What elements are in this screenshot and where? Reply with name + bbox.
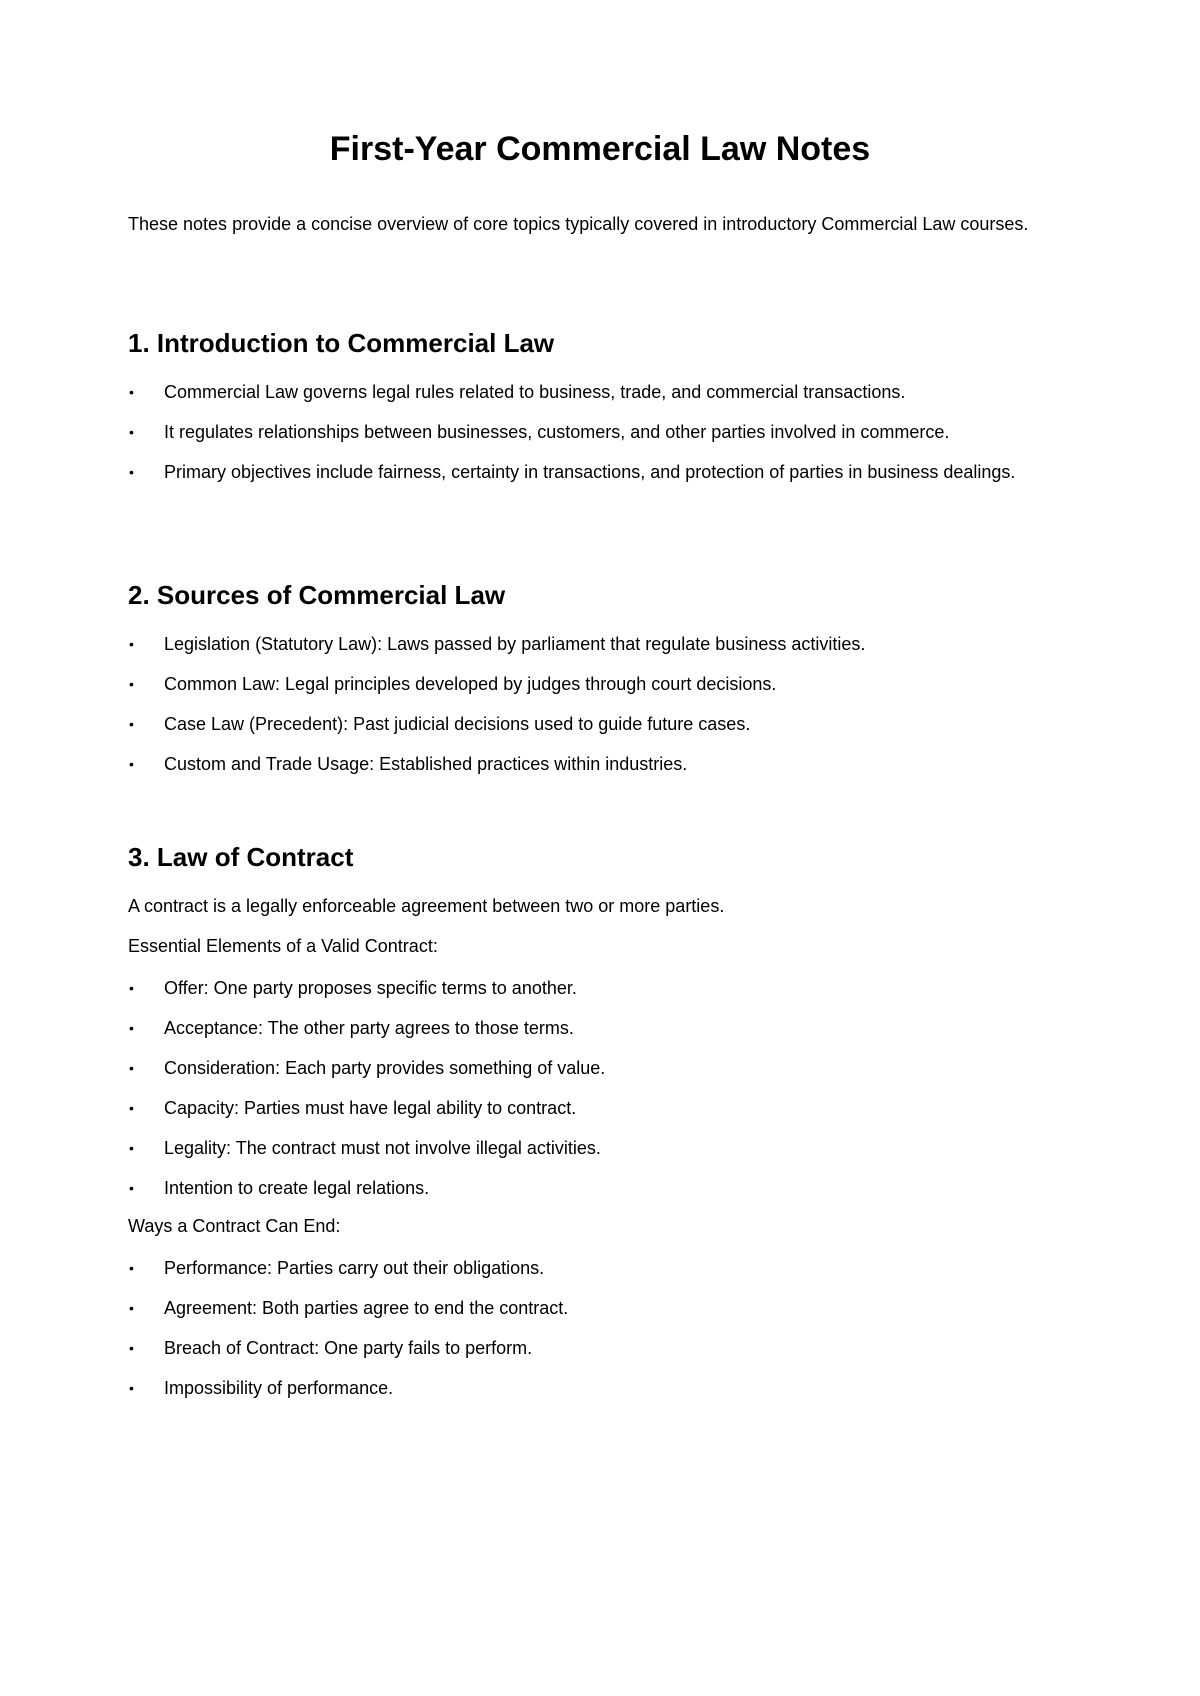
list-item bbox=[128, 750, 1072, 779]
list-item bbox=[128, 1374, 1072, 1403]
bullet-icon: • bbox=[129, 424, 134, 440]
list-item bbox=[128, 1174, 1072, 1203]
list-item-text: Acceptance: The other party agrees to those terms. bbox=[164, 1018, 574, 1038]
list-item-text: It regulates relationships between businesses, customers, and other parties involved in commerce. bbox=[164, 422, 950, 442]
list-item bbox=[128, 1094, 1072, 1123]
bullet-icon: • bbox=[129, 716, 134, 732]
bullet-list bbox=[128, 378, 1072, 487]
bullet-icon: • bbox=[129, 1300, 134, 1316]
list-item-text: Commercial Law governs legal rules related to business, trade, and commercial transactions. bbox=[164, 382, 906, 402]
list-item bbox=[128, 458, 1072, 487]
list-item-text: Offer: One party proposes specific terms to another. bbox=[164, 978, 577, 998]
list-item bbox=[128, 378, 1072, 407]
list-item bbox=[128, 418, 1072, 447]
bullet-icon: • bbox=[129, 676, 134, 692]
bullet-icon: • bbox=[129, 1100, 134, 1116]
bullet-icon: • bbox=[129, 980, 134, 996]
bullet-icon: • bbox=[129, 1060, 134, 1076]
list-item-text: Primary objectives include fairness, certainty in transactions, and protection of parties in business dealings. bbox=[164, 462, 1016, 482]
list-item-text: Performance: Parties carry out their obligations. bbox=[164, 1258, 545, 1278]
list-item-text: Breach of Contract: One party fails to perform. bbox=[164, 1338, 533, 1358]
bullet-icon: • bbox=[129, 1260, 134, 1276]
bullet-list bbox=[128, 630, 1072, 779]
list-item-text: Capacity: Parties must have legal ability to contract. bbox=[164, 1098, 577, 1118]
list-item-text: Case Law (Precedent): Past judicial decisions used to guide future cases. bbox=[164, 714, 751, 734]
list-item-text: Agreement: Both parties agree to end the contract. bbox=[164, 1298, 569, 1318]
bullet-icon: • bbox=[129, 1140, 134, 1156]
list-item-text: Consideration: Each party provides something of value. bbox=[164, 1058, 606, 1078]
bullet-list bbox=[128, 974, 1072, 1203]
list-item bbox=[128, 630, 1072, 659]
list-item-text: Legality: The contract must not involve illegal activities. bbox=[164, 1138, 601, 1158]
bullet-icon: • bbox=[129, 756, 134, 772]
section-introduction bbox=[128, 326, 1072, 498]
bullet-icon: • bbox=[129, 464, 134, 480]
document-title: First-Year Commercial Law Notes bbox=[329, 130, 871, 168]
elements-subheading: Essential Elements of a Valid Contract: bbox=[128, 936, 438, 956]
bullet-icon: • bbox=[129, 1180, 134, 1196]
list-item bbox=[128, 1254, 1072, 1283]
contract-definition: A contract is a legally enforceable agreement between two or more parties. bbox=[128, 896, 725, 916]
list-item bbox=[128, 1294, 1072, 1323]
section-law-of-contract bbox=[128, 840, 1072, 1414]
list-item bbox=[128, 710, 1072, 739]
list-item bbox=[128, 670, 1072, 699]
list-item bbox=[128, 1334, 1072, 1363]
list-item bbox=[128, 974, 1072, 1003]
section-sources bbox=[128, 578, 1072, 790]
section-heading: 2. Sources of Commercial Law bbox=[128, 580, 506, 610]
list-item bbox=[128, 1134, 1072, 1163]
list-item-text: Impossibility of performance. bbox=[164, 1378, 394, 1398]
bullet-icon: • bbox=[129, 1020, 134, 1036]
list-item-text: Common Law: Legal principles developed by judges through court decisions. bbox=[164, 674, 777, 694]
bullet-icon: • bbox=[129, 636, 134, 652]
bullet-icon: • bbox=[129, 1340, 134, 1356]
list-item bbox=[128, 1054, 1072, 1083]
list-item-text: Legislation (Statutory Law): Laws passed by parliament that regulate business activities. bbox=[164, 634, 866, 654]
bullet-icon: • bbox=[129, 1380, 134, 1396]
bullet-list bbox=[128, 1254, 1072, 1403]
section-heading: 3. Law of Contract bbox=[128, 842, 354, 872]
list-item bbox=[128, 1014, 1072, 1043]
bullet-icon: • bbox=[129, 384, 134, 400]
list-item-text: Custom and Trade Usage: Established practices within industries. bbox=[164, 754, 688, 774]
intro-paragraph: These notes provide a concise overview of core topics typically covered in introductory Commercial Law courses. bbox=[128, 214, 1029, 234]
section-heading: 1. Introduction to Commercial Law bbox=[128, 328, 555, 358]
list-item-text: Intention to create legal relations. bbox=[164, 1178, 430, 1198]
ending-subheading: Ways a Contract Can End: bbox=[128, 1216, 341, 1236]
